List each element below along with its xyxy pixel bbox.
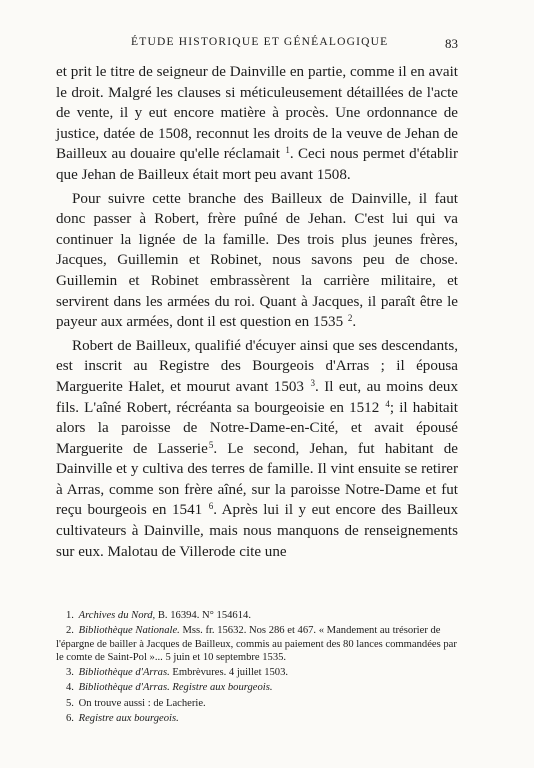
paragraph-3-seg3: ; il habitait alors la paroisse de Notre-Dame-en-Cité, et avait épousé Marguerite de Lasserie (56, 399, 458, 457)
footnote-number: 1. (66, 610, 74, 621)
paragraph-1-tail: . Ceci nous permet d'établir que Jehan de Bailleux était mort peu avant 1508. (56, 146, 459, 183)
running-title: ÉTUDE HISTORIQUE ET GÉNÉALOGIQUE (131, 36, 389, 48)
footnote-number: 3. (66, 667, 74, 679)
footnote-5 (56, 697, 458, 710)
paragraph-1 (56, 62, 458, 186)
paragraph-3-seg1: Robert de Bailleux, qualifié d'écuyer ainsi que ses descendants, est inscrit au Registre des Bourgeois d'Arras ; il épousa Marguerite Halet, et mourut avant 1503 (56, 337, 458, 395)
footnote-source: Archives du Nord, (78, 610, 156, 621)
footnote-number: 6. (66, 713, 74, 725)
footnote-ref-5[interactable]: 5 (208, 439, 214, 450)
footnote-detail: Embrèvures. 4 juillet 1503. (169, 667, 289, 679)
footnote-source: Bibliothèque d'Arras. (78, 667, 170, 679)
footnote-2 (56, 624, 458, 664)
footnote-ref-4[interactable]: 4 (385, 398, 390, 409)
footnote-1 (56, 609, 458, 622)
footnote-3 (56, 666, 458, 679)
page-number: 83 (445, 36, 458, 51)
footnote-ref-1[interactable]: 1 (285, 145, 290, 156)
footnote-detail: Mss. fr. 15632. Nos 286 et 467. « Mandement au trésorier de l'épargne de bailler à Jacques de Bailleux, commis au paiement des 80 lances commandées par le comte de Saint-Pol »... 5 juin et 10 septembre 1535. (56, 625, 457, 663)
footnote-number: 2. (66, 625, 74, 637)
footnote-ref-6[interactable]: 6 (208, 501, 214, 512)
footnote-detail: B. 16394. N° 154614. (155, 610, 251, 621)
paragraph-3-seg5: . Après lui il y eut encore des Bailleux cultivateurs à Dainville, mais nous manquons de renseignements sur eux. Malotau de Villerode cite une (56, 502, 459, 560)
footnote-6 (56, 712, 458, 725)
paragraph-2 (56, 189, 458, 333)
footnote-number: 5. (66, 697, 74, 709)
footnotes (56, 609, 458, 727)
footnote-source: Registre aux bourgeois. (78, 713, 179, 725)
footnote-source: Bibliothèque Nationale. (78, 625, 180, 637)
paragraph-2-tail: . (352, 314, 357, 331)
paragraph-3-seg2: . Il eut, au moins deux fils. L'aîné Robert, récréanta sa bourgeoisie en 1512 (56, 378, 459, 416)
footnote-ref-2[interactable]: 2 (347, 313, 353, 324)
footnote-source: Bibliothèque d'Arras. Registre aux bourgeois. (78, 682, 273, 694)
paragraph-3-seg4: . Le second, Jehan, fut habitant de Dainville et y cultiva des terres de famille. Il vint ensuite se retirer à Arras, comme son frère aîné, sur la paroisse Notre-Dame et fut reçu bourgeois en 1541 (56, 440, 459, 519)
footnote-detail: On trouve aussi : de Lacherie. (78, 697, 206, 709)
footnote-number: 4. (66, 682, 74, 694)
paragraph-1-text: et prit le titre de seigneur de Dainville en partie, comme il en avait le droit. Malgré les clauses si méticuleusement détaillées de l'acte de vente, il y eut encore matière à procès. Une ordonnance de justice, datée de 1508, reconnut les droits de la veuve de Jehan de Bailleux au douaire qu'elle réclamait (56, 64, 458, 163)
footnote-4 (56, 681, 458, 694)
body-text (56, 62, 458, 562)
paragraph-2-text: Pour suivre cette branche des Bailleux de Dainville, il faut donc passer à Robert, frère puîné de Jehan. C'est lui qui va continuer la lignée de la famille. Des trois plus jeunes frères, Jacques, Guillemin et Robinet, nous savons peu de chose. Guillemin et Robinet embrassèrent la carrière militaire, et servirent dans les armées du roi. Quant à Jacques, il paraît être le payeur aux armées, dont il est question en 1535 (56, 190, 458, 331)
paragraph-3 (56, 336, 458, 563)
footnote-ref-3[interactable]: 3 (310, 377, 315, 388)
